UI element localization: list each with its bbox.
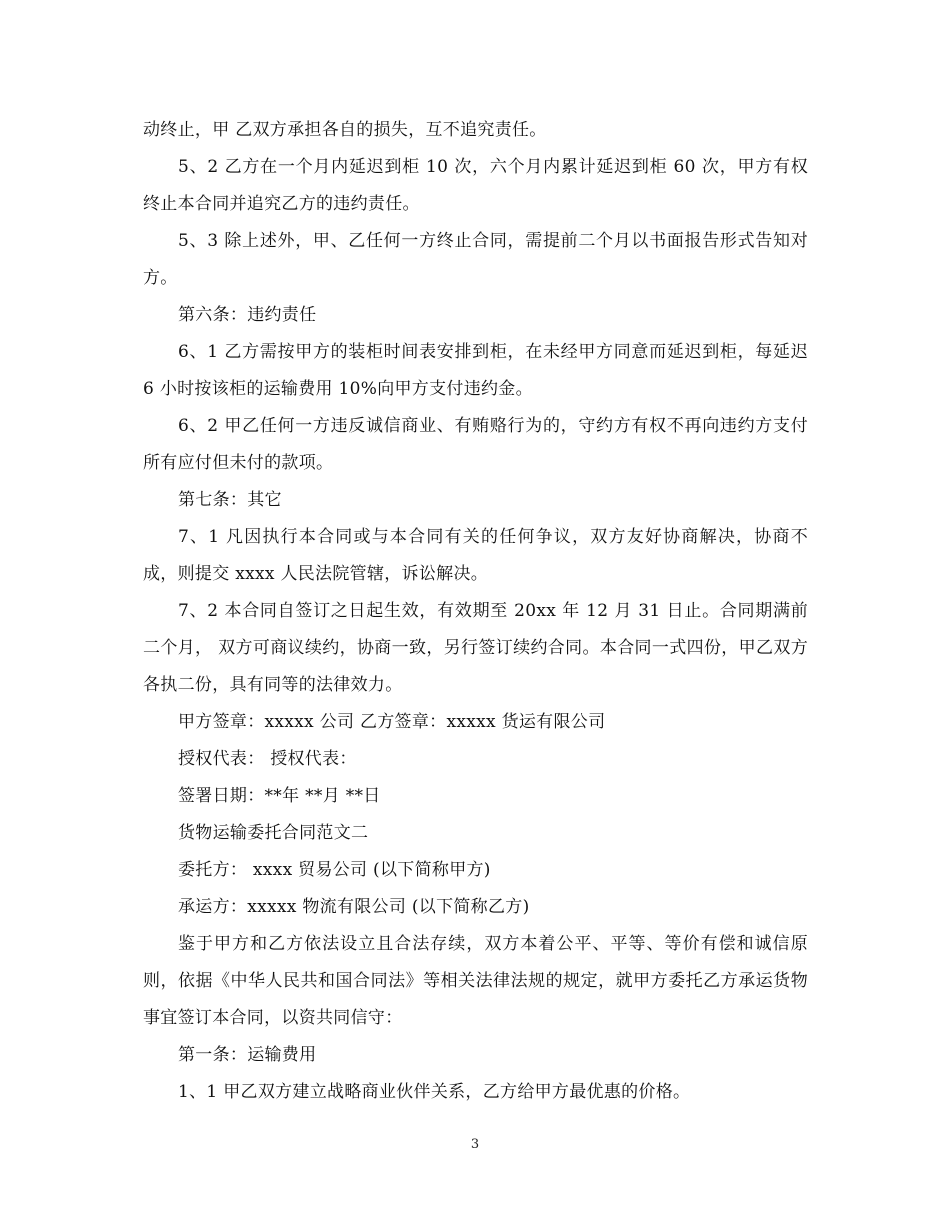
paragraph: 甲方签章：xxxxx 公司 乙方签章：xxxxx 货运有限公司 <box>178 712 606 732</box>
paragraph: 委托方： xxxx 贸易公司 (以下简称甲方) <box>178 860 491 880</box>
paragraph: 第一条：运输费用 <box>178 1045 317 1065</box>
paragraph: 鉴于甲方和乙方依法设立且合法存续，双方本着公平、平等、等价有偿和诚信原则，依据《中华人民共和国合同法》等相关法律法规的规定，就甲方委托乙方承运货物事宜签订本合同，以资共同信守： <box>143 934 808 1028</box>
paragraph: 签署日期：**年 **月 **日 <box>178 786 381 806</box>
paragraph: 7、1 凡因执行本合同或与本合同有关的任何争议，双方友好协商解决，协商不成，则提交 xxxx 人民法院管辖，诉讼解决。 <box>143 527 808 584</box>
page-number: 3 <box>470 1137 480 1152</box>
document-body <box>143 112 808 1111</box>
paragraph: 第七条：其它 <box>178 490 282 510</box>
paragraph: 6、2 甲乙任何一方违反诚信商业、有贿赂行为的，守约方有权不再向违约方支付所有应付但未付的款项。 <box>143 416 808 473</box>
paragraph: 授权代表： 授权代表： <box>178 749 357 769</box>
paragraph: 第六条：违约责任 <box>178 305 317 325</box>
paragraph: 5、2 乙方在一个月内延迟到柜 10 次，六个月内累计延迟到柜 60 次，甲方有权终止本合同并追究乙方的违约责任。 <box>143 157 808 214</box>
paragraph: 5、3 除上述外，甲、乙任何一方终止合同，需提前二个月以书面报告形式告知对方。 <box>143 231 808 288</box>
paragraph: 货物运输委托合同范文二 <box>178 823 369 843</box>
paragraph: 7、2 本合同自签订之日起生效，有效期至 20xx 年 12 月 31 日止。合同期满前二个月， 双方可商议续约，协商一致，另行签订续约合同。本合同一式四份，甲乙双方各执二份，具有同等的法律效力。 <box>143 601 808 695</box>
paragraph: 6、1 乙方需按甲方的装柜时间表安排到柜，在未经甲方同意而延迟到柜，每延迟 6 小时按该柜的运输费用 10%向甲方支付违约金。 <box>143 342 808 399</box>
paragraph: 承运方：xxxxx 物流有限公司 (以下简称乙方) <box>178 897 530 917</box>
paragraph: 1、1 甲乙双方建立战略商业伙伴关系，乙方给甲方最优惠的价格。 <box>178 1082 691 1102</box>
paragraph: 动终止，甲 乙双方承担各自的损失，互不追究责任。 <box>143 120 547 140</box>
